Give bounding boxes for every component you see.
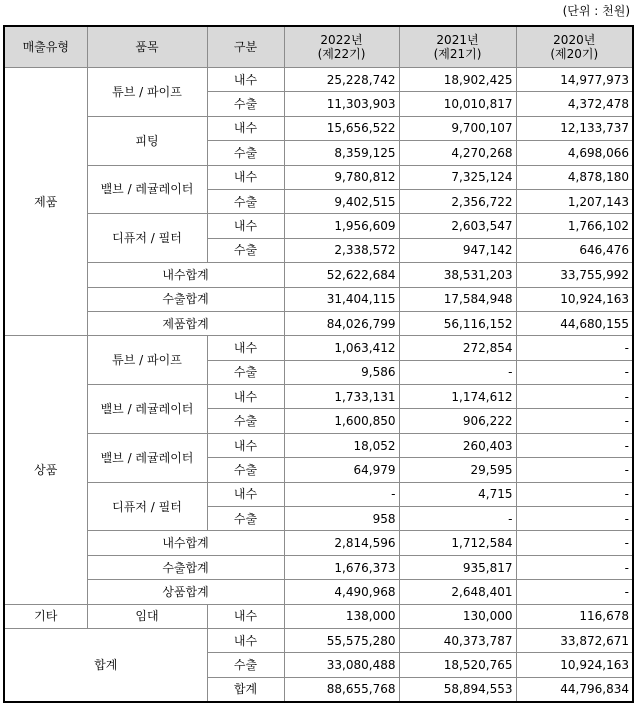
header-2022 bbox=[284, 26, 399, 68]
value-2022: 1,063,412 bbox=[284, 336, 399, 360]
value-2022: 2,814,596 bbox=[284, 531, 399, 555]
header-2021 bbox=[399, 26, 516, 68]
value-2020: - bbox=[516, 409, 633, 433]
value-2020: 4,878,180 bbox=[516, 165, 633, 189]
item-name: 임대 bbox=[87, 604, 207, 628]
category: 수출 bbox=[207, 141, 284, 165]
value-2020: 33,872,671 bbox=[516, 628, 633, 652]
subtotal-label: 내수합계 bbox=[87, 531, 284, 555]
table-row bbox=[4, 336, 633, 360]
value-2022: 31,404,115 bbox=[284, 287, 399, 311]
value-2020: - bbox=[516, 433, 633, 457]
value-2021: 4,715 bbox=[399, 482, 516, 506]
value-2020: - bbox=[516, 531, 633, 555]
item-name: 디퓨저 / 필터 bbox=[87, 482, 207, 531]
value-2020: 646,476 bbox=[516, 238, 633, 262]
subtotal-label: 수출합계 bbox=[87, 287, 284, 311]
value-2022: 11,303,903 bbox=[284, 92, 399, 116]
subtotal-row bbox=[4, 263, 633, 287]
category: 내수 bbox=[207, 482, 284, 506]
value-2020: 12,133,737 bbox=[516, 116, 633, 140]
subtotal-row bbox=[4, 311, 633, 335]
value-2021: 935,817 bbox=[399, 555, 516, 579]
value-2022: 88,655,768 bbox=[284, 677, 399, 702]
category: 내수 bbox=[207, 628, 284, 652]
value-2020: - bbox=[516, 482, 633, 506]
value-2022: 958 bbox=[284, 507, 399, 531]
table-row bbox=[4, 433, 633, 457]
value-2021: 2,648,401 bbox=[399, 580, 516, 604]
item-name: 피팅 bbox=[87, 116, 207, 165]
value-2020: - bbox=[516, 458, 633, 482]
value-2022: 1,676,373 bbox=[284, 555, 399, 579]
category: 수출 bbox=[207, 360, 284, 384]
value-2022: 1,956,609 bbox=[284, 214, 399, 238]
value-2022: 1,733,131 bbox=[284, 385, 399, 409]
value-2022: - bbox=[284, 482, 399, 506]
value-2021: 29,595 bbox=[399, 458, 516, 482]
value-2020: 4,698,066 bbox=[516, 141, 633, 165]
value-2020: 10,924,163 bbox=[516, 653, 633, 677]
subtotal-label: 내수합계 bbox=[87, 263, 284, 287]
value-2021: 4,270,268 bbox=[399, 141, 516, 165]
value-2020: 44,680,155 bbox=[516, 311, 633, 335]
item-name: 밸브 / 레귤레이터 bbox=[87, 385, 207, 434]
table-row bbox=[4, 214, 633, 238]
section-label: 기타 bbox=[4, 604, 87, 628]
term-label: (제22기) bbox=[317, 47, 366, 61]
value-2022: 8,359,125 bbox=[284, 141, 399, 165]
value-2021: 906,222 bbox=[399, 409, 516, 433]
value-2021: - bbox=[399, 507, 516, 531]
subtotal-row bbox=[4, 555, 633, 579]
year-label: 2020년 bbox=[553, 33, 596, 47]
category: 내수 bbox=[207, 385, 284, 409]
header-row bbox=[4, 26, 633, 68]
value-2020: 14,977,973 bbox=[516, 68, 633, 92]
header-category: 구분 bbox=[207, 26, 284, 68]
value-2021: 9,700,107 bbox=[399, 116, 516, 140]
value-2020: 44,796,834 bbox=[516, 677, 633, 702]
header-item: 품목 bbox=[87, 26, 207, 68]
value-2021: 1,174,612 bbox=[399, 385, 516, 409]
category: 수출 bbox=[207, 238, 284, 262]
table-row bbox=[4, 482, 633, 506]
value-2020: - bbox=[516, 507, 633, 531]
subtotal-label: 제품합계 bbox=[87, 311, 284, 335]
value-2021: 2,356,722 bbox=[399, 189, 516, 213]
value-2022: 9,780,812 bbox=[284, 165, 399, 189]
category: 합계 bbox=[207, 677, 284, 702]
category: 수출 bbox=[207, 92, 284, 116]
value-2020: - bbox=[516, 336, 633, 360]
year-label: 2021년 bbox=[436, 33, 479, 47]
total-label: 합계 bbox=[4, 628, 207, 702]
category: 내수 bbox=[207, 604, 284, 628]
value-2020: 10,924,163 bbox=[516, 287, 633, 311]
category: 수출 bbox=[207, 507, 284, 531]
value-2021: 947,142 bbox=[399, 238, 516, 262]
value-2022: 4,490,968 bbox=[284, 580, 399, 604]
value-2021: 40,373,787 bbox=[399, 628, 516, 652]
item-name: 밸브 / 레귤레이터 bbox=[87, 433, 207, 482]
header-type: 매출유형 bbox=[4, 26, 87, 68]
value-2021: 7,325,124 bbox=[399, 165, 516, 189]
unit-label: (단위 : 천원) bbox=[562, 4, 630, 18]
value-2020: - bbox=[516, 360, 633, 384]
category: 내수 bbox=[207, 433, 284, 457]
value-2021: 2,603,547 bbox=[399, 214, 516, 238]
item-name: 튜브 / 파이프 bbox=[87, 68, 207, 117]
value-2020: - bbox=[516, 385, 633, 409]
value-2022: 1,600,850 bbox=[284, 409, 399, 433]
value-2021: 17,584,948 bbox=[399, 287, 516, 311]
term-label: (제21기) bbox=[433, 47, 482, 61]
value-2022: 25,228,742 bbox=[284, 68, 399, 92]
item-name: 밸브 / 레귤레이터 bbox=[87, 165, 207, 214]
item-name: 디퓨저 / 필터 bbox=[87, 214, 207, 263]
section-label: 제품 bbox=[4, 68, 87, 336]
section-label: 상품 bbox=[4, 336, 87, 604]
value-2022: 64,979 bbox=[284, 458, 399, 482]
subtotal-row bbox=[4, 580, 633, 604]
value-2021: 260,403 bbox=[399, 433, 516, 457]
value-2021: 38,531,203 bbox=[399, 263, 516, 287]
value-2020: 1,766,102 bbox=[516, 214, 633, 238]
value-2021: 130,000 bbox=[399, 604, 516, 628]
value-2021: 10,010,817 bbox=[399, 92, 516, 116]
category: 내수 bbox=[207, 68, 284, 92]
value-2021: 1,712,584 bbox=[399, 531, 516, 555]
table-row bbox=[4, 68, 633, 92]
value-2020: 116,678 bbox=[516, 604, 633, 628]
value-2020: 1,207,143 bbox=[516, 189, 633, 213]
header-2020 bbox=[516, 26, 633, 68]
value-2020: - bbox=[516, 555, 633, 579]
value-2022: 84,026,799 bbox=[284, 311, 399, 335]
year-label: 2022년 bbox=[320, 33, 363, 47]
value-2021: 18,902,425 bbox=[399, 68, 516, 92]
table-row bbox=[4, 116, 633, 140]
subtotal-label: 상품합계 bbox=[87, 580, 284, 604]
value-2020: 4,372,478 bbox=[516, 92, 633, 116]
category: 내수 bbox=[207, 336, 284, 360]
value-2022: 55,575,280 bbox=[284, 628, 399, 652]
table-row bbox=[4, 385, 633, 409]
table-row bbox=[4, 165, 633, 189]
value-2022: 33,080,488 bbox=[284, 653, 399, 677]
category: 내수 bbox=[207, 165, 284, 189]
item-name: 튜브 / 파이프 bbox=[87, 336, 207, 385]
value-2021: 56,116,152 bbox=[399, 311, 516, 335]
category: 수출 bbox=[207, 189, 284, 213]
category: 수출 bbox=[207, 409, 284, 433]
category: 내수 bbox=[207, 116, 284, 140]
value-2020: 33,755,992 bbox=[516, 263, 633, 287]
subtotal-label: 수출합계 bbox=[87, 555, 284, 579]
value-2021: - bbox=[399, 360, 516, 384]
value-2022: 138,000 bbox=[284, 604, 399, 628]
subtotal-row bbox=[4, 531, 633, 555]
value-2021: 272,854 bbox=[399, 336, 516, 360]
value-2022: 9,402,515 bbox=[284, 189, 399, 213]
category: 내수 bbox=[207, 214, 284, 238]
subtotal-row bbox=[4, 287, 633, 311]
value-2022: 2,338,572 bbox=[284, 238, 399, 262]
value-2022: 9,586 bbox=[284, 360, 399, 384]
value-2022: 18,052 bbox=[284, 433, 399, 457]
value-2022: 15,656,522 bbox=[284, 116, 399, 140]
category: 수출 bbox=[207, 458, 284, 482]
sales-table bbox=[3, 25, 634, 703]
category: 수출 bbox=[207, 653, 284, 677]
term-label: (제20기) bbox=[550, 47, 599, 61]
value-2022: 52,622,684 bbox=[284, 263, 399, 287]
value-2021: 18,520,765 bbox=[399, 653, 516, 677]
value-2020: - bbox=[516, 580, 633, 604]
value-2021: 58,894,553 bbox=[399, 677, 516, 702]
table-row bbox=[4, 604, 633, 628]
total-row bbox=[4, 628, 633, 652]
